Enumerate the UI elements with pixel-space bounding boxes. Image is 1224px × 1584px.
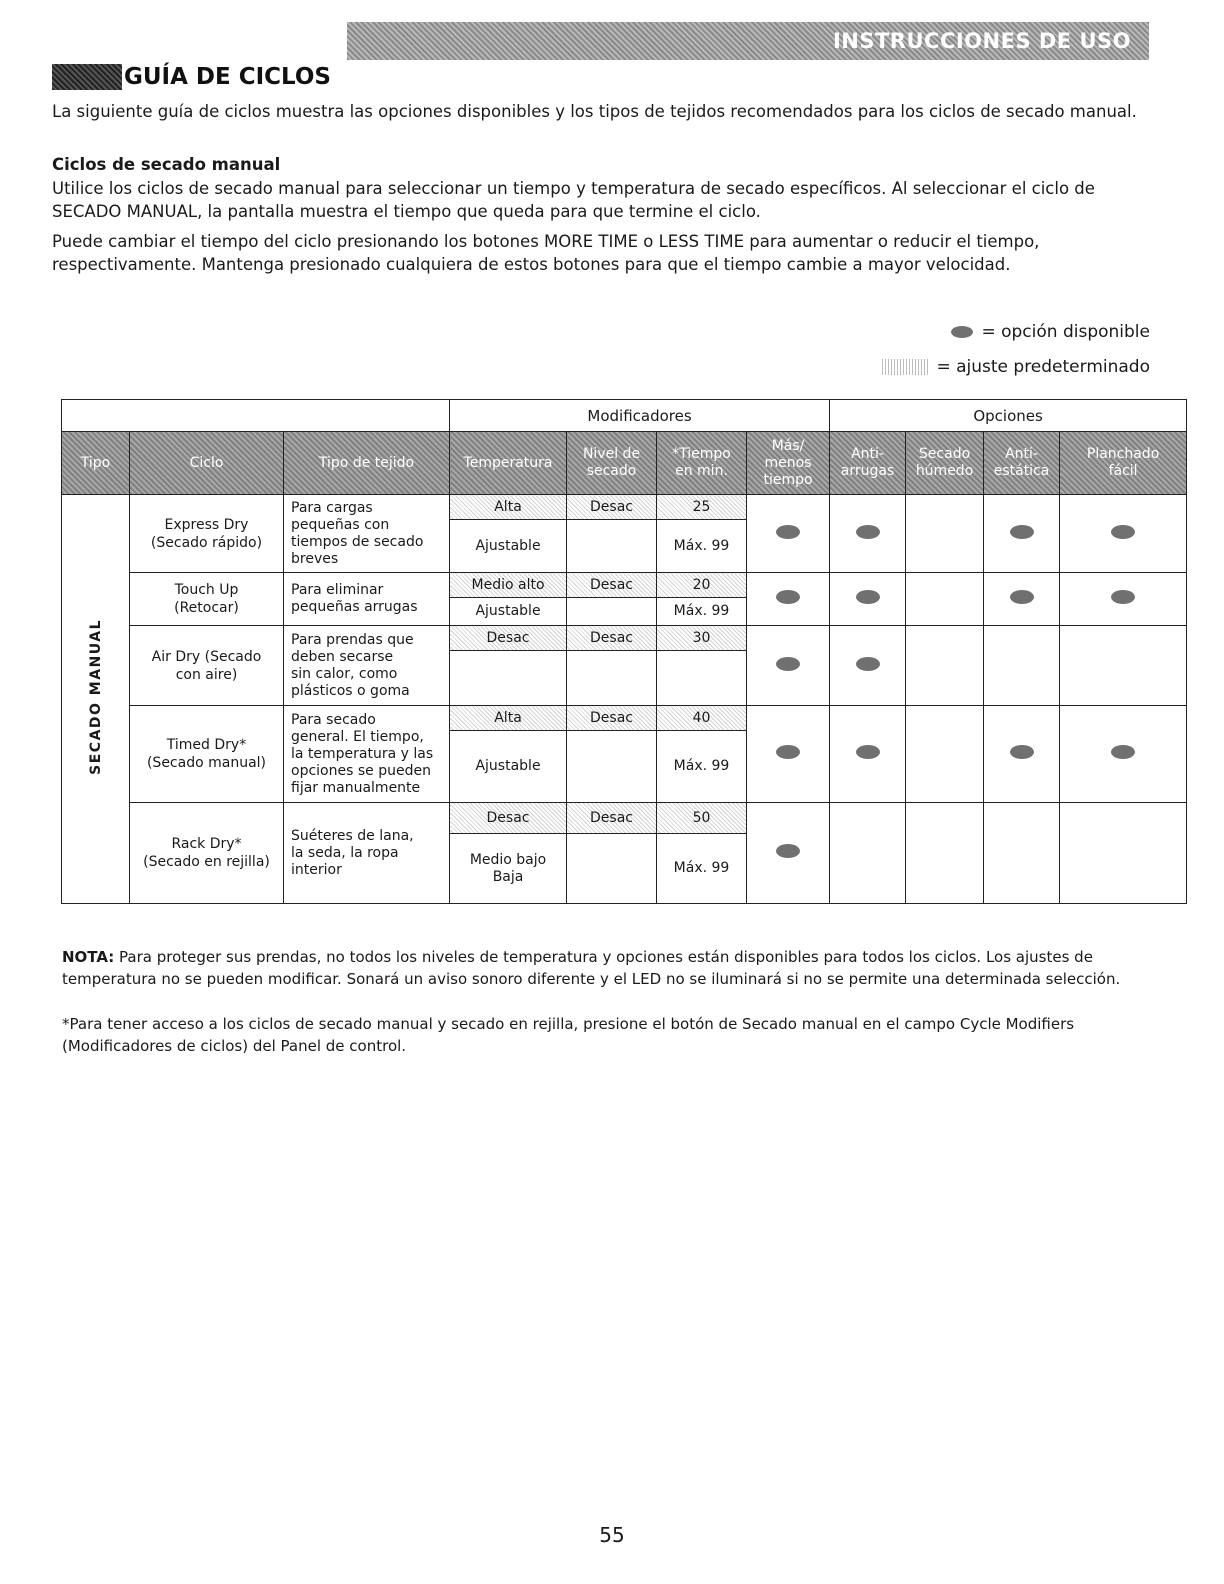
col-header-tipo: Tipo	[62, 432, 130, 495]
nota-text: Para proteger sus prendas, no todos los niveles de temperatura y opciones están disponibles para todos los ciclos. Los ajustes de temperatura no se pueden modificar. Sonará un aviso sonoro diferente y el LED no se iluminará si no se permite una determinada selección.	[62, 948, 1121, 988]
nivel-default: Desac	[567, 706, 657, 731]
legend-default-label: = ajuste predeterminado	[936, 357, 1150, 377]
temp-default: Medio alto	[450, 573, 567, 598]
col-header-planchado: Planchado fácil	[1060, 432, 1187, 495]
available-dot-icon	[1111, 745, 1135, 759]
available-dot-icon	[951, 326, 973, 338]
opt-mas-menos	[747, 495, 830, 573]
tiempo-range: Máx. 99	[657, 834, 747, 904]
header-banner-text: INSTRUCCIONES DE USO	[832, 29, 1131, 53]
opt-secado-humedo	[906, 626, 984, 706]
sub-heading: Ciclos de secado manual	[52, 155, 281, 174]
legend-default	[882, 357, 1150, 377]
time-adjust-paragraph: Puede cambiar el tiempo del ciclo presionando los botones MORE TIME o LESS TIME para aumentar o reducir el tiempo, respectivamente. Mantenga presionado cualquiera de estos botones para que el tiempo cambie a mayor velocidad.	[52, 232, 1040, 274]
available-dot-icon	[856, 657, 880, 671]
tiempo-default: 30	[657, 626, 747, 651]
tiempo-range: Máx. 99	[657, 731, 747, 803]
tejido-cell: Para prendas que deben secarse sin calor, como plásticos o goma	[284, 626, 450, 706]
title-marker	[52, 64, 122, 90]
col-header-anti-estatica: Anti- estática	[984, 432, 1060, 495]
opt-planchado	[1060, 495, 1187, 573]
group-header-opciones: Opciones	[830, 400, 1187, 432]
col-header-tiempo: *Tiempo en min.	[657, 432, 747, 495]
available-dot-icon	[1111, 525, 1135, 539]
opt-secado-humedo	[906, 495, 984, 573]
nivel-default: Desac	[567, 495, 657, 520]
available-dot-icon	[856, 590, 880, 604]
nivel-range	[567, 731, 657, 803]
nivel-range	[567, 598, 657, 626]
opt-planchado	[1060, 573, 1187, 626]
tiempo-range	[657, 651, 747, 706]
col-header-ciclo: Ciclo	[130, 432, 284, 495]
ciclo-cell: Rack Dry* (Secado en rejilla)	[130, 803, 284, 904]
opt-anti-estatica	[984, 626, 1060, 706]
temp-default: Alta	[450, 706, 567, 731]
group-header-modificadores: Modificadores	[450, 400, 830, 432]
table-row	[62, 626, 1187, 651]
col-header-mas-menos: Más/ menos tiempo	[747, 432, 830, 495]
table-row	[62, 706, 1187, 731]
opt-anti-arrugas	[830, 495, 906, 573]
ciclo-cell: Timed Dry* (Secado manual)	[130, 706, 284, 803]
nota-label: NOTA:	[62, 948, 115, 966]
tiempo-range: Máx. 99	[657, 598, 747, 626]
temp-range	[450, 651, 567, 706]
available-dot-icon	[776, 590, 800, 604]
opt-secado-humedo	[906, 573, 984, 626]
opt-anti-estatica	[984, 706, 1060, 803]
tejido-cell: Para cargas pequeñas con tiempos de secado breves	[284, 495, 450, 573]
available-dot-icon	[856, 525, 880, 539]
tejido-cell: Para eliminar pequeñas arrugas	[284, 573, 450, 626]
available-dot-icon	[776, 525, 800, 539]
legend-available-label: = opción disponible	[981, 322, 1150, 342]
col-header-secado-humedo: Secado húmedo	[906, 432, 984, 495]
nivel-default: Desac	[567, 803, 657, 834]
intro-paragraph: La siguiente guía de ciclos muestra las opciones disponibles y los tipos de tejidos recomendados para los ciclos de secado manual.	[52, 102, 1137, 121]
cycle-guide-table	[61, 399, 1187, 904]
nota-paragraph	[62, 946, 1162, 990]
temp-range: Ajustable	[450, 520, 567, 573]
page-title: GUÍA DE CICLOS	[124, 64, 331, 90]
nivel-range	[567, 520, 657, 573]
description-paragraph: Utilice los ciclos de secado manual para seleccionar un tiempo y temperatura de secado específicos. Al seleccionar el ciclo de SECADO MANUAL, la pantalla muestra el tiempo que queda para que termine el ciclo.	[52, 179, 1095, 221]
header-banner	[347, 22, 1149, 60]
tejido-cell: Para secado general. El tiempo, la temperatura y las opciones se pueden fijar manualmente	[284, 706, 450, 803]
opt-mas-menos	[747, 573, 830, 626]
opt-anti-arrugas	[830, 573, 906, 626]
col-header-nivel: Nivel de secado	[567, 432, 657, 495]
available-dot-icon	[776, 745, 800, 759]
tejido-cell: Suéteres de lana, la seda, la ropa interior	[284, 803, 450, 904]
tipo-value: SECADO MANUAL	[87, 619, 104, 775]
ciclo-cell: Express Dry (Secado rápido)	[130, 495, 284, 573]
available-dot-icon	[856, 745, 880, 759]
column-header-row	[62, 432, 1187, 495]
col-header-tejido: Tipo de tejido	[284, 432, 450, 495]
available-dot-icon	[1010, 525, 1034, 539]
legend-available	[951, 322, 1150, 342]
opt-planchado	[1060, 803, 1187, 904]
ciclo-cell: Air Dry (Secado con aire)	[130, 626, 284, 706]
temp-range: Ajustable	[450, 598, 567, 626]
available-dot-icon	[1111, 590, 1135, 604]
opt-anti-estatica	[984, 573, 1060, 626]
temp-range: Ajustable	[450, 731, 567, 803]
tiempo-default: 25	[657, 495, 747, 520]
col-header-temperatura: Temperatura	[450, 432, 567, 495]
page-number: 55	[599, 1523, 625, 1547]
table-row	[62, 803, 1187, 834]
opt-anti-arrugas	[830, 803, 906, 904]
temp-default: Desac	[450, 626, 567, 651]
available-dot-icon	[776, 657, 800, 671]
nivel-default: Desac	[567, 626, 657, 651]
opt-mas-menos	[747, 803, 830, 904]
opt-mas-menos	[747, 626, 830, 706]
tiempo-default: 50	[657, 803, 747, 834]
opt-anti-arrugas	[830, 626, 906, 706]
group-header-row	[62, 400, 1187, 432]
temp-range: Medio bajo Baja	[450, 834, 567, 904]
opt-planchado	[1060, 626, 1187, 706]
tiempo-default: 20	[657, 573, 747, 598]
col-header-anti-arrugas: Anti- arrugas	[830, 432, 906, 495]
tiempo-default: 40	[657, 706, 747, 731]
group-header-empty	[62, 400, 450, 432]
section-title	[52, 62, 331, 92]
opt-planchado	[1060, 706, 1187, 803]
table-row	[62, 573, 1187, 598]
opt-anti-estatica	[984, 803, 1060, 904]
available-dot-icon	[776, 844, 800, 858]
nivel-range	[567, 834, 657, 904]
opt-mas-menos	[747, 706, 830, 803]
table-row	[62, 495, 1187, 520]
opt-secado-humedo	[906, 706, 984, 803]
nivel-default: Desac	[567, 573, 657, 598]
nivel-range	[567, 651, 657, 706]
temp-default: Alta	[450, 495, 567, 520]
opt-secado-humedo	[906, 803, 984, 904]
opt-anti-arrugas	[830, 706, 906, 803]
available-dot-icon	[1010, 745, 1034, 759]
tipo-cell	[62, 495, 130, 904]
opt-anti-estatica	[984, 495, 1060, 573]
ciclo-cell: Touch Up (Retocar)	[130, 573, 284, 626]
tiempo-range: Máx. 99	[657, 520, 747, 573]
footnote-paragraph: *Para tener acceso a los ciclos de secado manual y secado en rejilla, presione el botón de Secado manual en el campo Cycle Modifiers (Modificadores de ciclos) del Panel de control.	[62, 1015, 1075, 1055]
available-dot-icon	[1010, 590, 1034, 604]
temp-default: Desac	[450, 803, 567, 834]
default-hatch-icon	[882, 359, 928, 375]
